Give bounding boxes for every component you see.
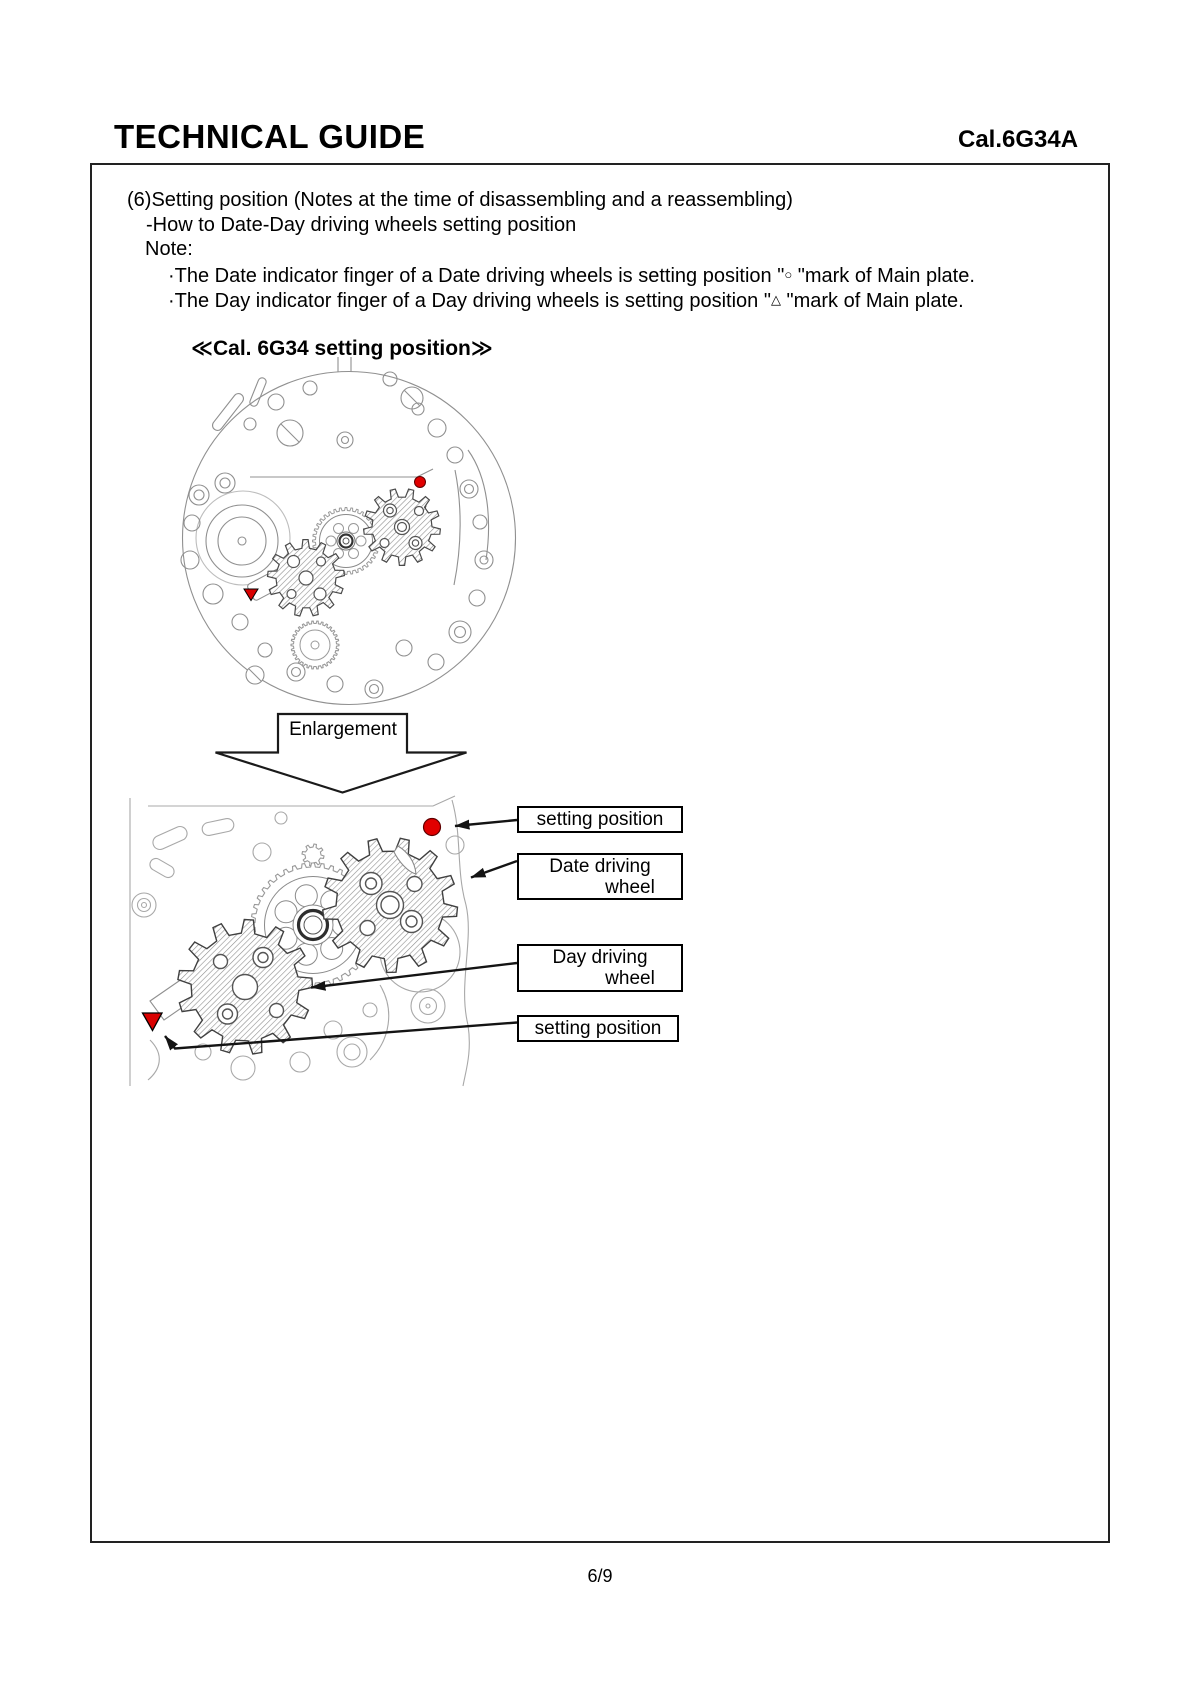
note-day-line <box>168 288 964 313</box>
how-to-line: -How to Date-Day driving wheels setting position <box>146 214 577 236</box>
caliber-label: Cal.6G34A <box>958 126 1079 153</box>
note-day-text-end: "mark of Main plate. <box>780 290 964 312</box>
note-date-text: ·The Date indicator finger of a Date driving wheels is setting position " <box>168 265 785 287</box>
date-setting-mark-dot-enlarged <box>424 819 441 836</box>
callout-text-line2: wheel <box>605 876 655 898</box>
day-setting-mark-triangle-enlarged <box>143 1013 163 1031</box>
diagram-title: ≪Cal. 6G34 setting position≫ <box>191 337 493 360</box>
date-setting-mark-dot <box>415 477 426 488</box>
page-number: 6/9 <box>587 1566 613 1586</box>
triangle-mark-symbol: △ <box>770 292 781 307</box>
page-title: TECHNICAL GUIDE <box>114 118 426 155</box>
note-label: Note: <box>145 238 193 260</box>
enlargement-label: Enlargement <box>289 719 397 740</box>
circle-mark-symbol: ○ <box>784 267 793 282</box>
callout-setting-position-day <box>517 1015 679 1042</box>
movement-top-view-drawing <box>170 355 530 715</box>
callout-text: setting position <box>536 809 664 830</box>
movement-enlarged-drawing <box>125 792 690 1088</box>
train-wheel-small <box>291 621 339 669</box>
callout-text-line2: wheel <box>605 968 655 989</box>
note-day-text: ·The Day indicator finger of a Day driving wheels is setting position " <box>168 290 771 312</box>
callout-setting-position-date <box>517 806 683 833</box>
section-heading-line: (6)Setting position (Notes at the time of disassembling and a reassembling) <box>127 189 793 211</box>
callout-text: setting position <box>534 1018 662 1039</box>
note-date-text-end: "mark of Main plate. <box>792 265 975 287</box>
callout-text-line1: Date driving <box>549 855 651 877</box>
callout-day-driving-wheel <box>517 944 683 992</box>
note-date-line <box>168 263 975 288</box>
callout-date-driving-wheel <box>517 853 683 900</box>
callout-text-line1: Day driving <box>552 947 648 968</box>
